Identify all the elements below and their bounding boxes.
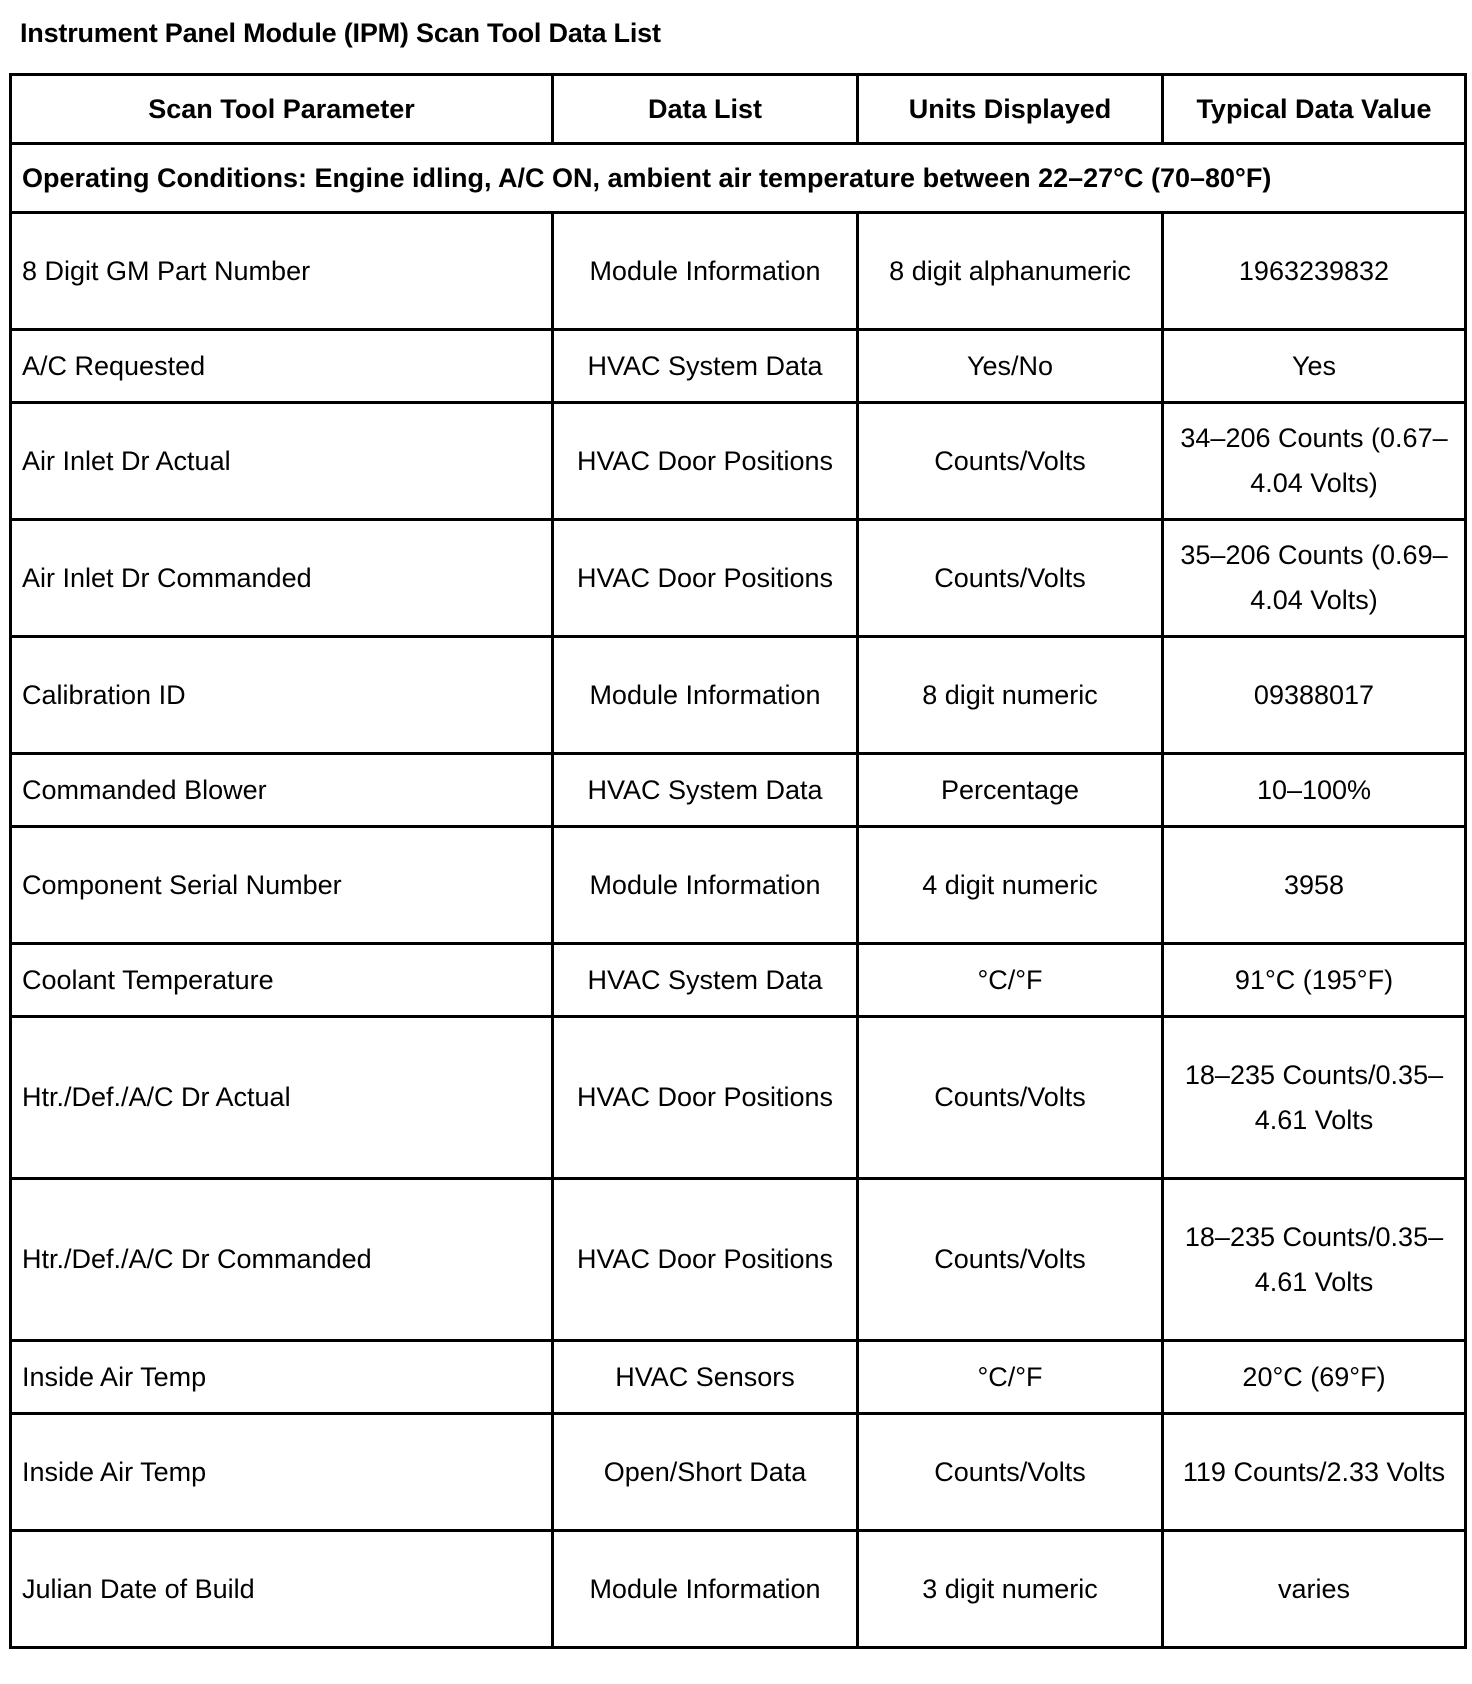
parameter-cell: Htr./Def./A/C Dr Actual: [11, 1017, 553, 1179]
document-title: Instrument Panel Module (IPM) Scan Tool Data List: [20, 18, 661, 48]
table-row: [11, 944, 1466, 1017]
parameter-cell: Coolant Temperature: [11, 944, 553, 1017]
data-list-cell: Module Information: [553, 213, 858, 330]
operating-conditions-row: [11, 144, 1466, 213]
typical-value-cell: 35–206 Counts (0.69–4.04 Volts): [1163, 520, 1466, 637]
data-list-cell: HVAC Door Positions: [553, 520, 858, 637]
data-list-cell: Module Information: [553, 827, 858, 944]
typical-value-cell: 119 Counts/2.33 Volts: [1163, 1414, 1466, 1531]
typical-value-cell: 3958: [1163, 827, 1466, 944]
typical-value-cell: 34–206 Counts (0.67–4.04 Volts): [1163, 403, 1466, 520]
column-header-units: Units Displayed: [858, 75, 1163, 144]
table-row: [11, 330, 1466, 403]
table-row: [11, 1341, 1466, 1414]
column-header-data-list: Data List: [553, 75, 858, 144]
typical-value-cell: Yes: [1163, 330, 1466, 403]
data-list-cell: HVAC System Data: [553, 330, 858, 403]
column-header-parameter: Scan Tool Parameter: [11, 75, 553, 144]
data-list-cell: HVAC Door Positions: [553, 403, 858, 520]
typical-value-cell: 20°C (69°F): [1163, 1341, 1466, 1414]
table-row: [11, 403, 1466, 520]
typical-value-cell: 91°C (195°F): [1163, 944, 1466, 1017]
units-cell: Counts/Volts: [858, 1414, 1163, 1531]
table-row: [11, 637, 1466, 754]
parameter-cell: Julian Date of Build: [11, 1531, 553, 1648]
parameter-cell: Air Inlet Dr Commanded: [11, 520, 553, 637]
parameter-cell: Calibration ID: [11, 637, 553, 754]
parameter-cell: Component Serial Number: [11, 827, 553, 944]
typical-value-cell: 10–100%: [1163, 754, 1466, 827]
header-row: [11, 75, 1466, 144]
table-row: [11, 1414, 1466, 1531]
parameter-cell: 8 Digit GM Part Number: [11, 213, 553, 330]
units-cell: 4 digit numeric: [858, 827, 1163, 944]
units-cell: 8 digit alphanumeric: [858, 213, 1163, 330]
units-cell: °C/°F: [858, 944, 1163, 1017]
units-cell: Yes/No: [858, 330, 1163, 403]
units-cell: 3 digit numeric: [858, 1531, 1163, 1648]
operating-conditions: Operating Conditions: Engine idling, A/C ON, ambient air temperature between 22–27°C (70–80°F): [11, 144, 1466, 213]
table-row: [11, 520, 1466, 637]
column-header-typical-value: Typical Data Value: [1163, 75, 1466, 144]
table-row: [11, 1017, 1466, 1179]
parameter-cell: Inside Air Temp: [11, 1341, 553, 1414]
parameter-cell: Commanded Blower: [11, 754, 553, 827]
data-list-cell: HVAC Sensors: [553, 1341, 858, 1414]
data-list-cell: Module Information: [553, 1531, 858, 1648]
data-list-cell: HVAC Door Positions: [553, 1179, 858, 1341]
units-cell: °C/°F: [858, 1341, 1163, 1414]
table-row: [11, 213, 1466, 330]
data-list-cell: HVAC System Data: [553, 754, 858, 827]
parameter-cell: Htr./Def./A/C Dr Commanded: [11, 1179, 553, 1341]
data-list-cell: HVAC System Data: [553, 944, 858, 1017]
typical-value-cell: 1963239832: [1163, 213, 1466, 330]
parameter-cell: Inside Air Temp: [11, 1414, 553, 1531]
units-cell: Counts/Volts: [858, 1017, 1163, 1179]
table-row: [11, 827, 1466, 944]
units-cell: Counts/Volts: [858, 403, 1163, 520]
typical-value-cell: 18–235 Counts/0.35–4.61 Volts: [1163, 1179, 1466, 1341]
parameter-cell: A/C Requested: [11, 330, 553, 403]
scan-tool-data-table: [9, 73, 1467, 1649]
table-row: [11, 1531, 1466, 1648]
typical-value-cell: 18–235 Counts/0.35–4.61 Volts: [1163, 1017, 1466, 1179]
parameter-cell: Air Inlet Dr Actual: [11, 403, 553, 520]
typical-value-cell: 09388017: [1163, 637, 1466, 754]
data-list-cell: Module Information: [553, 637, 858, 754]
typical-value-cell: varies: [1163, 1531, 1466, 1648]
data-list-cell: Open/Short Data: [553, 1414, 858, 1531]
units-cell: Counts/Volts: [858, 520, 1163, 637]
units-cell: 8 digit numeric: [858, 637, 1163, 754]
units-cell: Percentage: [858, 754, 1163, 827]
units-cell: Counts/Volts: [858, 1179, 1163, 1341]
table-row: [11, 754, 1466, 827]
table-row: [11, 1179, 1466, 1341]
data-list-cell: HVAC Door Positions: [553, 1017, 858, 1179]
